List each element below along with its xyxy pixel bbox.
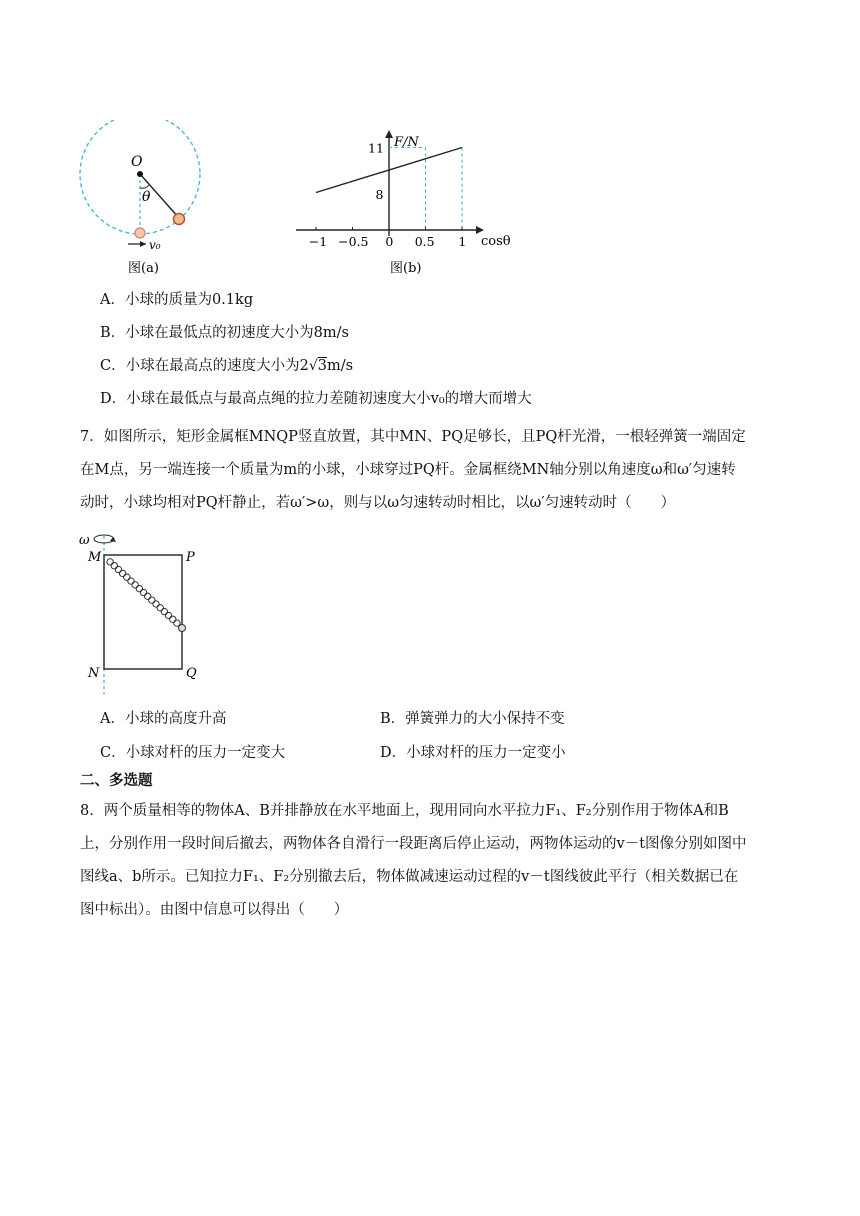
figure-a [76, 120, 206, 280]
q7-stem [80, 421, 780, 520]
label-theta: θ [142, 189, 151, 205]
rotation-arrow-head-icon [110, 537, 116, 542]
q8-line-1: 8．两个质量相等的物体A、B并排静放在水平地面上，现用同向水平拉力F₁、F₂分别作用于物体A和B [80, 803, 729, 819]
q8-line-2: 上，分别作用一段时间后撤去，两物体各自滑行一段距离后停止运动，两物体运动的v－t图像分别如图中 [80, 836, 747, 852]
q6-option-a: A．小球的质量为0.1kg [100, 292, 254, 308]
q7-line-1: 7．如图所示，矩形金属框MNQP竖直放置，其中MN、PQ足够长，且PQ杆光滑，一根轻弹簧一端固定 [80, 429, 746, 445]
q7-option-d: D．小球对杆的压力一定变小 [380, 745, 566, 761]
v0-arrow-head-icon [140, 241, 146, 247]
spring-coil [107, 559, 113, 565]
spring-coil [128, 578, 134, 584]
spring-coil [111, 563, 117, 569]
caption-a: 图(a) [128, 261, 159, 276]
spring-coil [170, 616, 176, 622]
spring-coil [140, 589, 146, 595]
spring-coil [132, 582, 138, 588]
q6-option-c-value: 2 [299, 358, 309, 374]
spring-coil [161, 608, 167, 614]
label-n: N [88, 666, 100, 681]
theta-arc [140, 185, 149, 188]
x-axis-label: cosθ [481, 234, 511, 249]
q7-option-c: C．小球对杆的压力一定变大 [100, 745, 286, 761]
q8-line-3: 图线a、b所示。已知拉力F₁、F₂分别撤去后，物体做减速运动过程的v－t图线彼此平行（相关数据已在 [80, 869, 739, 885]
y-tick-label: 8 [375, 187, 384, 202]
q7-option-b: B．弹簧弹力的大小保持不变 [380, 711, 565, 727]
caption-b: 图(b) [390, 261, 422, 276]
spring-coil [165, 612, 171, 618]
y-axis-label: F/N [394, 135, 419, 150]
label-o: O [131, 154, 143, 170]
q6-option-b: B．小球在最低点的初速度大小为8m/s [100, 325, 349, 341]
figure-q7 [76, 528, 206, 696]
q6-option-c-unit: m/s [326, 358, 354, 374]
spring-coil [144, 593, 150, 599]
label-p: P [186, 550, 195, 565]
spring-coil [136, 585, 142, 591]
x-axis-arrow-icon [476, 226, 484, 234]
q7-line-2: 在M点，另一端连接一个质量为m的小球，小球穿过PQ杆。金属框绕MN轴分别以角速度ω和ω′匀速转 [80, 462, 736, 478]
q8-stem [80, 795, 780, 927]
x-tick-label: −1 [308, 234, 328, 249]
x-tick-label: 0.5 [414, 234, 435, 249]
q8-line-4: 图中标出）。由图中信息可以得出（ ） [80, 902, 349, 918]
label-v0: v₀ [149, 238, 161, 252]
q6-option-c-root: 3 [317, 358, 327, 374]
label-omega: ω [79, 533, 90, 548]
x-tick-label: −0.5 [338, 234, 369, 249]
y-tick-label: 11 [368, 140, 384, 156]
ball-current [174, 214, 185, 225]
q6-option-c [100, 356, 353, 376]
q7-ball [179, 625, 186, 632]
q7-line-3: 动时，小球均相对PQ杆静止，若ω′>ω，则与以ω匀速转动时相比，以ω′匀速转动时（ ） [80, 495, 676, 511]
spring-coil [157, 605, 163, 611]
figure-b [290, 124, 520, 280]
sqrt-icon: √ [308, 358, 318, 374]
q6-option-d: D．小球在最低点与最高点绳的拉力差随初速度大小v₀的增大而增大 [100, 391, 532, 407]
pivot-point [137, 171, 143, 177]
section-title: 二、多选题 [80, 772, 153, 789]
metal-frame [104, 555, 182, 669]
label-m: M [88, 550, 102, 565]
q6-option-c-prefix: C．小球在最高点的速度大小为 [100, 358, 300, 374]
spring-coil [115, 566, 121, 572]
spring-coil [119, 570, 125, 576]
spring-coil [149, 597, 155, 603]
x-tick-label: 0 [385, 234, 394, 249]
spring-coil [124, 574, 130, 580]
y-axis-arrow-icon [385, 130, 393, 138]
q7-option-a: A．小球的高度升高 [100, 711, 227, 727]
spring-coil [153, 601, 159, 607]
label-q: Q [186, 666, 197, 681]
spring [107, 559, 180, 627]
ball-lowest [135, 228, 145, 238]
x-tick-label: 1 [458, 234, 467, 249]
